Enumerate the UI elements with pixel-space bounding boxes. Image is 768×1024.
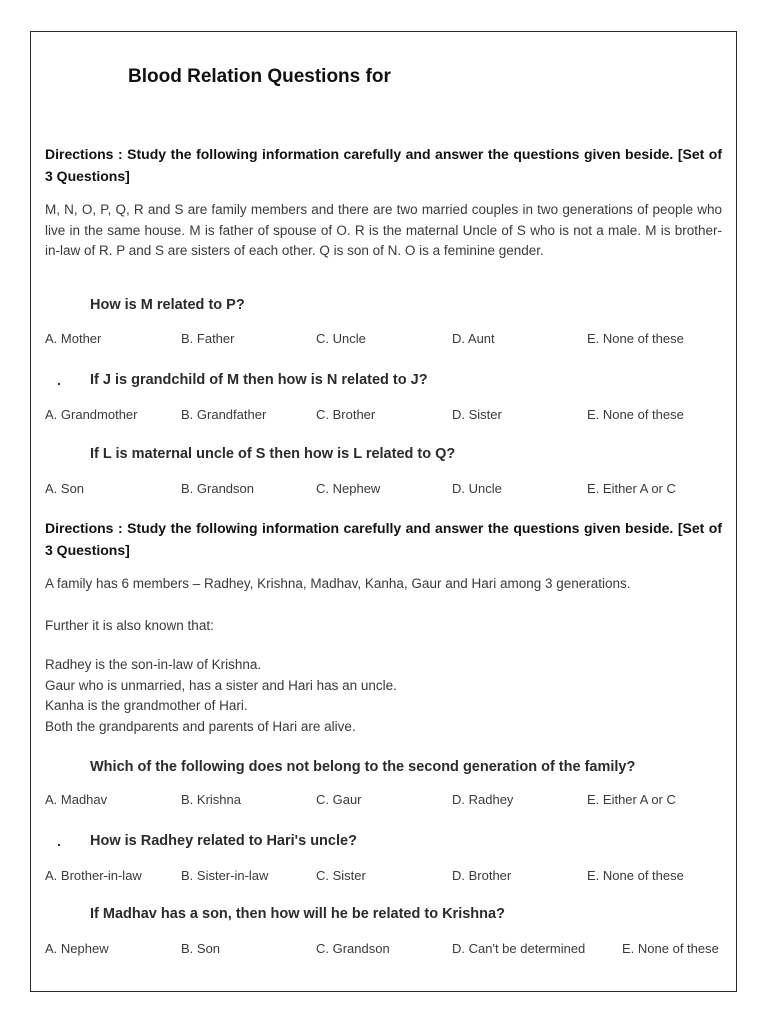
set-2-q2-option-c[interactable]: C. Sister [316,868,366,883]
set-2-q1-option-b[interactable]: B. Krishna [181,792,241,807]
set-1-q2-option-d[interactable]: D. Sister [452,407,502,422]
set-2-question-2: How is Radhey related to Hari's uncle? [90,833,357,849]
set-2-q2-option-d[interactable]: D. Brother [452,868,512,883]
set-2-q2-option-e[interactable]: E. None of these [587,868,684,883]
set-1-q1-option-c[interactable]: C. Uncle [316,331,366,346]
set-2-passage-line-6: Both the grandparents and parents of Hari are alive. [45,719,356,734]
set-2-question-3: If Madhav has a son, then how will he be related to Krishna? [90,906,505,922]
set-2-question-1: Which of the following does not belong to the second generation of the family? [90,759,636,775]
set-2-q3-option-c[interactable]: C. Grandson [316,941,390,956]
set-2-passage-line-2: Further it is also known that: [45,618,214,633]
set-1-q2-option-e[interactable]: E. None of these [587,407,684,422]
set-1-q1-option-a[interactable]: A. Mother [45,331,102,346]
set-1-q2-option-b[interactable]: B. Grandfather [181,407,267,422]
set-1-q3-option-c[interactable]: C. Nephew [316,481,381,496]
set-1-q3-option-a[interactable]: A. Son [45,481,85,496]
set-1-question-3: If L is maternal uncle of S then how is L related to Q? [90,446,456,462]
set-2-q3-option-b[interactable]: B. Son [181,941,221,956]
set-1-q1-option-d[interactable]: D. Aunt [452,331,495,346]
set-1-q1-option-b[interactable]: B. Father [181,331,235,346]
set-2-passage-line-4: Gaur who is unmarried, has a sister and Hari has an uncle. [45,678,397,693]
set-1-question-2: If J is grandchild of M then how is N related to J? [90,372,428,388]
set-1-question-1: How is M related to P? [90,297,245,313]
set-2-q2-option-a[interactable]: A. Brother-in-law [45,868,142,883]
set-2-directions: Directions : Study the following information carefully and answer the questions given beside. [Set of 3 Questions] [45,520,722,558]
set-1-q3-option-d[interactable]: D. Uncle [452,481,502,496]
set-2-q1-option-c[interactable]: C. Gaur [316,792,362,807]
set-2-q3-option-e[interactable]: E. None of these [622,941,719,956]
set-1-q2-option-c[interactable]: C. Brother [316,407,376,422]
set-2-passage-line-5: Kanha is the grandmother of Hari. [45,698,248,713]
set-2-q3-option-d[interactable]: D. Can't be determined [452,941,586,956]
set-2-q3-option-a[interactable]: A. Nephew [45,941,109,956]
set-2-passage-line-3: Radhey is the son-in-law of Krishna. [45,657,262,672]
set-2-question-2-bullet: . [57,833,61,849]
set-1-q3-option-e[interactable]: E. Either A or C [587,481,676,496]
set-1-q2-option-a[interactable]: A. Grandmother [45,407,138,422]
set-2-passage-line-1: A family has 6 members – Radhey, Krishna, Madhav, Kanha, Gaur and Hari among 3 generations. [45,576,631,591]
set-1-q1-option-e[interactable]: E. None of these [587,331,684,346]
set-2-q1-option-d[interactable]: D. Radhey [452,792,514,807]
set-1-question-2-bullet: . [57,372,61,388]
set-2-q1-option-a[interactable]: A. Madhav [45,792,108,807]
document-title: Blood Relation Questions for [128,66,391,87]
set-1-q3-option-b[interactable]: B. Grandson [181,481,254,496]
set-1-passage: M, N, O, P, Q, R and S are family members and there are two married couples in two generations of people who live in the same house. M is father of spouse of O. R is the maternal Uncle of S who is not a male. M is brother-in-law of R. P and S are sisters of each other. Q is son of N. O is a feminine gender. [45,202,722,258]
set-2-q2-option-b[interactable]: B. Sister-in-law [181,868,269,883]
set-2-q1-option-e[interactable]: E. Either A or C [587,792,676,807]
set-1-directions: Directions : Study the following information carefully and answer the questions given beside. [Set of 3 Questions] [45,146,722,184]
